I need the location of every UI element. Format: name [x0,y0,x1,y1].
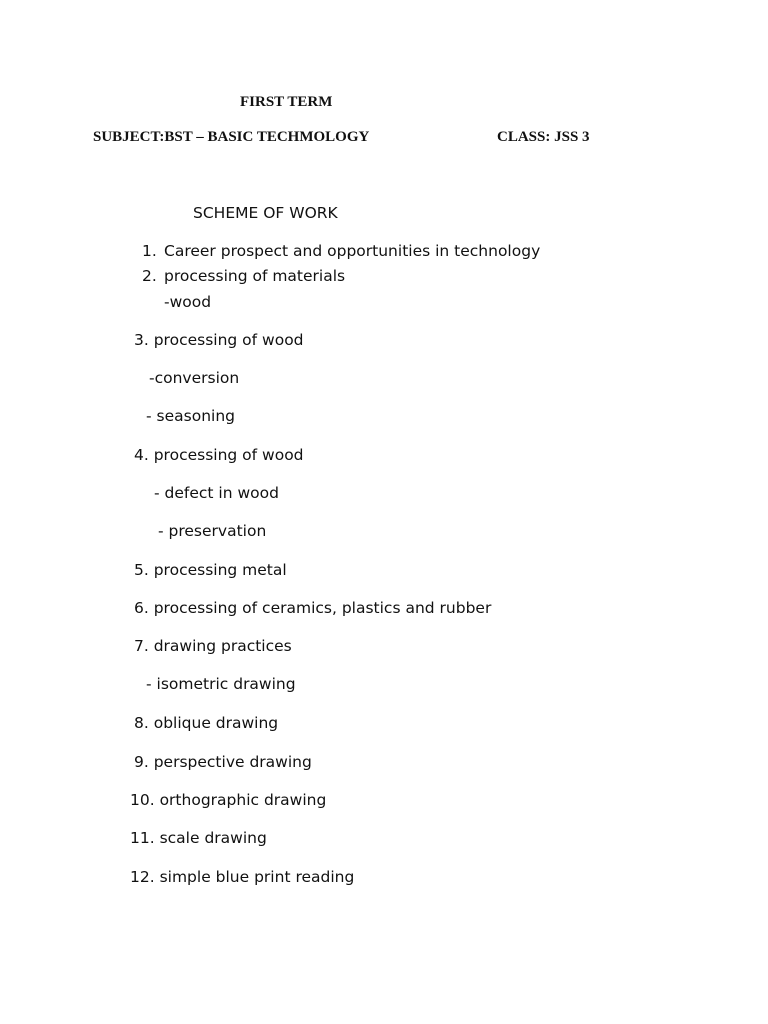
list-item-text: Career prospect and opportunities in technology [164,242,541,260]
list-item: 11. scale drawing [130,829,267,847]
list-item [142,269,345,285]
term-title: FIRST TERM [240,94,333,110]
list-item-text: processing of materials [164,267,346,285]
scheme-heading: SCHEME OF WORK [193,204,338,222]
list-item: 3. processing of wood [134,331,304,349]
list-subitem: - seasoning [146,407,235,425]
list-item: 10. orthographic drawing [130,791,327,809]
list-subitem: - isometric drawing [146,675,296,693]
list-item: 4. processing of wood [134,446,304,464]
list-subitem: -wood [164,293,212,311]
subject-label: SUBJECT:BST – BASIC TECHMOLOGY [93,129,370,145]
list-item: 8. oblique drawing [134,714,279,732]
list-item: 7. drawing practices [134,637,292,655]
list-subitem: -conversion [149,369,240,387]
list-item-number: 2. [142,267,157,285]
list-item [142,244,540,260]
list-item: 5. processing metal [134,561,287,579]
list-item: 9. perspective drawing [134,753,312,771]
list-subitem: - defect in wood [154,484,279,502]
list-subitem: - preservation [158,522,267,540]
list-item: 6. processing of ceramics, plastics and rubber [134,599,492,617]
list-item-number: 1. [142,242,157,260]
class-label: CLASS: JSS 3 [497,129,590,145]
list-item: 12. simple blue print reading [130,868,355,886]
